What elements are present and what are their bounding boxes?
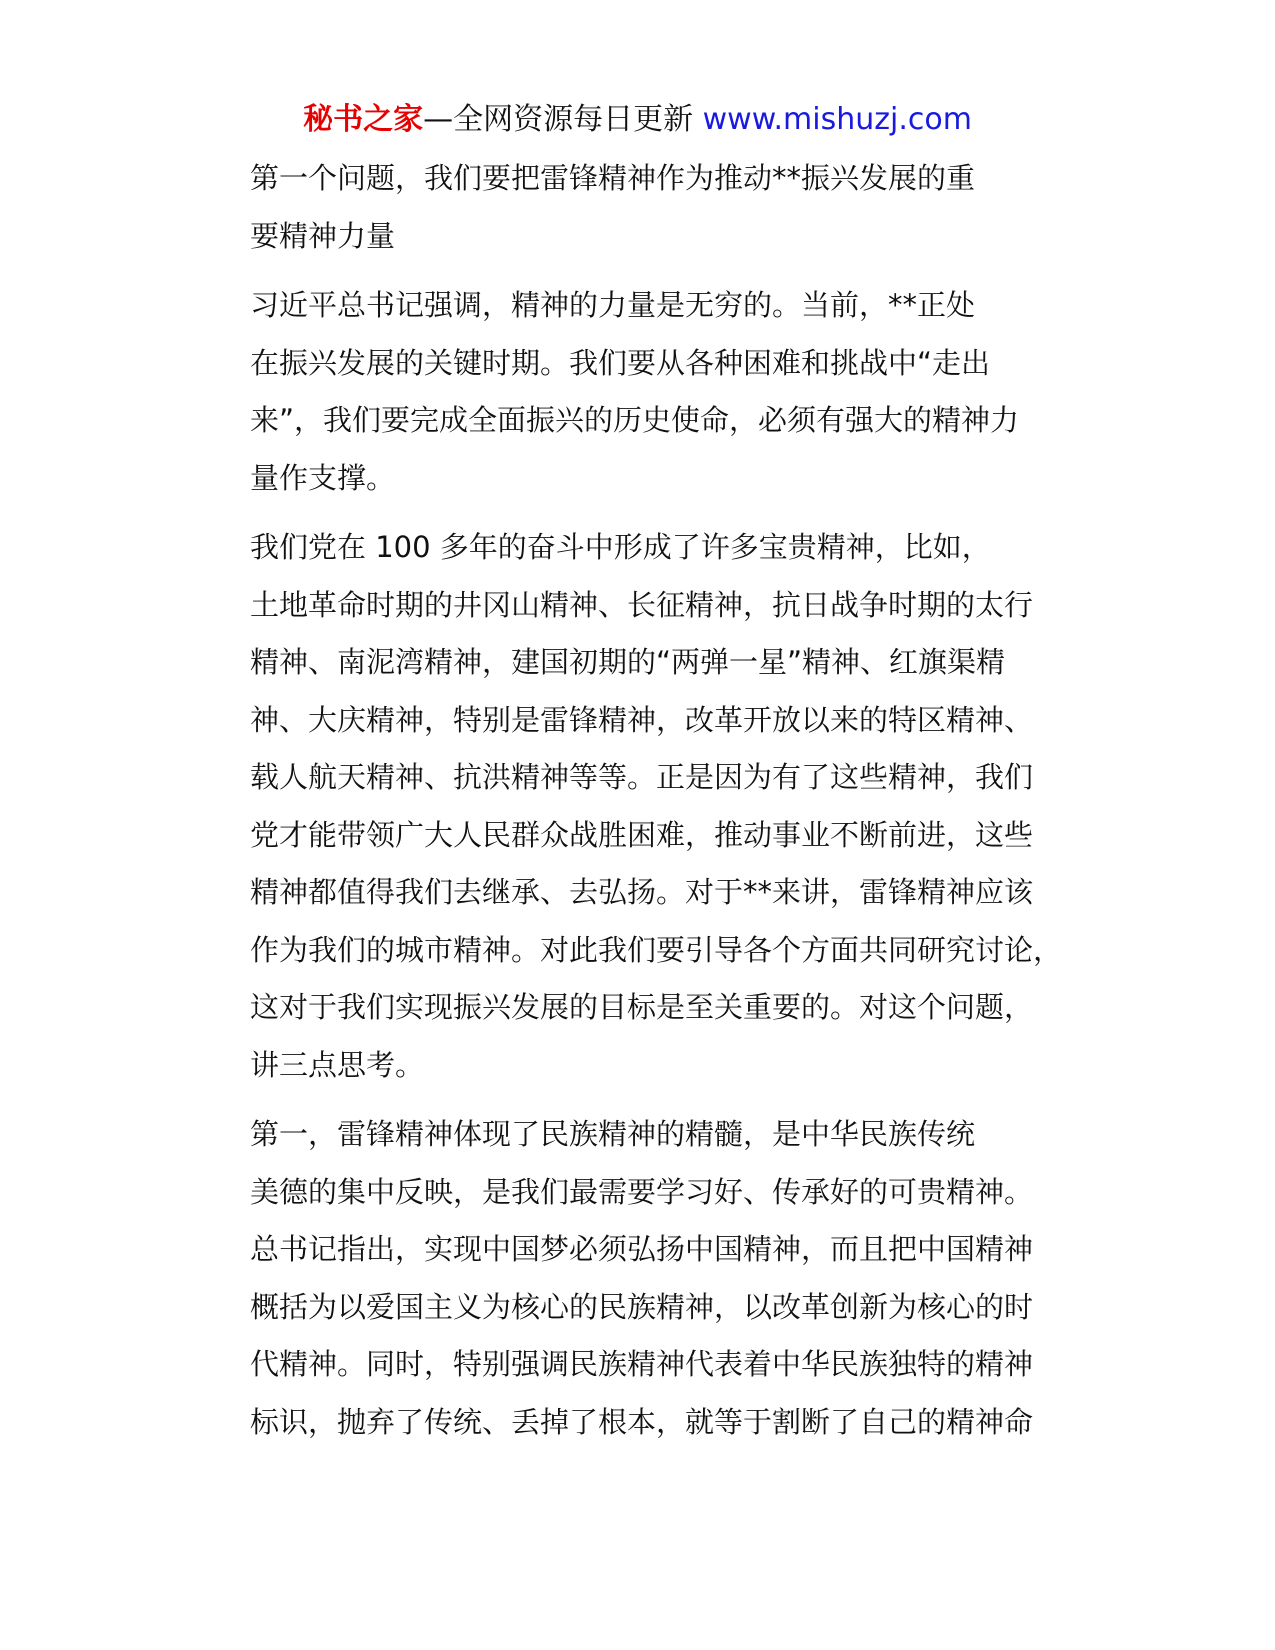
text-line: 代精神。同时，特别强调民族精神代表着中华民族独特的精神 [250, 1347, 1034, 1381]
site-url-link[interactable]: www.mishuzj.com [702, 102, 972, 137]
text-line: 第一个问题，我们要把雷锋精神作为推动**振兴发展的重 [250, 161, 976, 195]
text-line: 总书记指出，实现中国梦必须弘扬中国精神，而且把中国精神 [250, 1232, 1034, 1266]
text-line: 概括为以爱国主义为核心的民族精神，以改革创新为核心的时 [250, 1289, 1034, 1324]
site-brand: 秘书之家 [303, 102, 424, 137]
text-line: 美德的集中反映，是我们最需要学习好、传承好的可贵精神。 [250, 1174, 1034, 1209]
text-line: 神、大庆精神，特别是雷锋精神，改革开放以来的特区精神、 [250, 702, 1034, 737]
section-heading-paragraph [184, 150, 1104, 265]
text-line: 讲三点思考。 [250, 1047, 425, 1082]
text-line: 习近平总书记强调，精神的力量是无穷的。当前，**正处 [250, 288, 976, 322]
text-line: 这对于我们实现振兴发展的目标是至关重要的。对这个问题， [250, 990, 1034, 1024]
body-paragraph [184, 519, 1104, 1094]
body-paragraph [184, 1106, 1104, 1451]
text-line: 量作支撑。 [250, 460, 396, 495]
text-line: 在振兴发展的关键时期。我们要从各种困难和挑战中“走出 [250, 345, 991, 380]
text-line: 我们党在 100 多年的奋斗中形成了许多宝贵精神，比如， [250, 530, 991, 564]
text-line: 第一，雷锋精神体现了民族精神的精髓，是中华民族传统 [250, 1117, 976, 1151]
text-line: 载人航天精神、抗洪精神等等。正是因为有了这些精神，我们 [250, 760, 1034, 794]
text-line: 标识，抛弃了传统、丢掉了根本，就等于割断了自己的精神命 [250, 1404, 1034, 1439]
text-line: 土地革命时期的井冈山精神、长征精神，抗日战争时期的太行 [250, 587, 1034, 622]
document-body [184, 150, 1104, 1463]
text-line: 精神、南泥湾精神，建国初期的“两弹一星”精神、红旗渠精 [250, 645, 1006, 679]
text-line: 精神都值得我们去继承、去弘扬。对于**来讲，雷锋精神应该 [250, 875, 1034, 909]
site-header [0, 98, 1275, 142]
text-line: 党才能带领广大人民群众战胜困难，推动事业不断前进，这些 [250, 817, 1034, 852]
site-slogan: —全网资源每日更新 [423, 102, 694, 137]
text-line: 要精神力量 [250, 218, 396, 253]
text-line: 来”，我们要完成全面振兴的历史使命，必须有强大的精神力 [250, 403, 1020, 437]
body-paragraph [184, 277, 1104, 507]
text-line: 作为我们的城市精神。对此我们要引导各个方面共同研究讨论， [250, 932, 1063, 967]
